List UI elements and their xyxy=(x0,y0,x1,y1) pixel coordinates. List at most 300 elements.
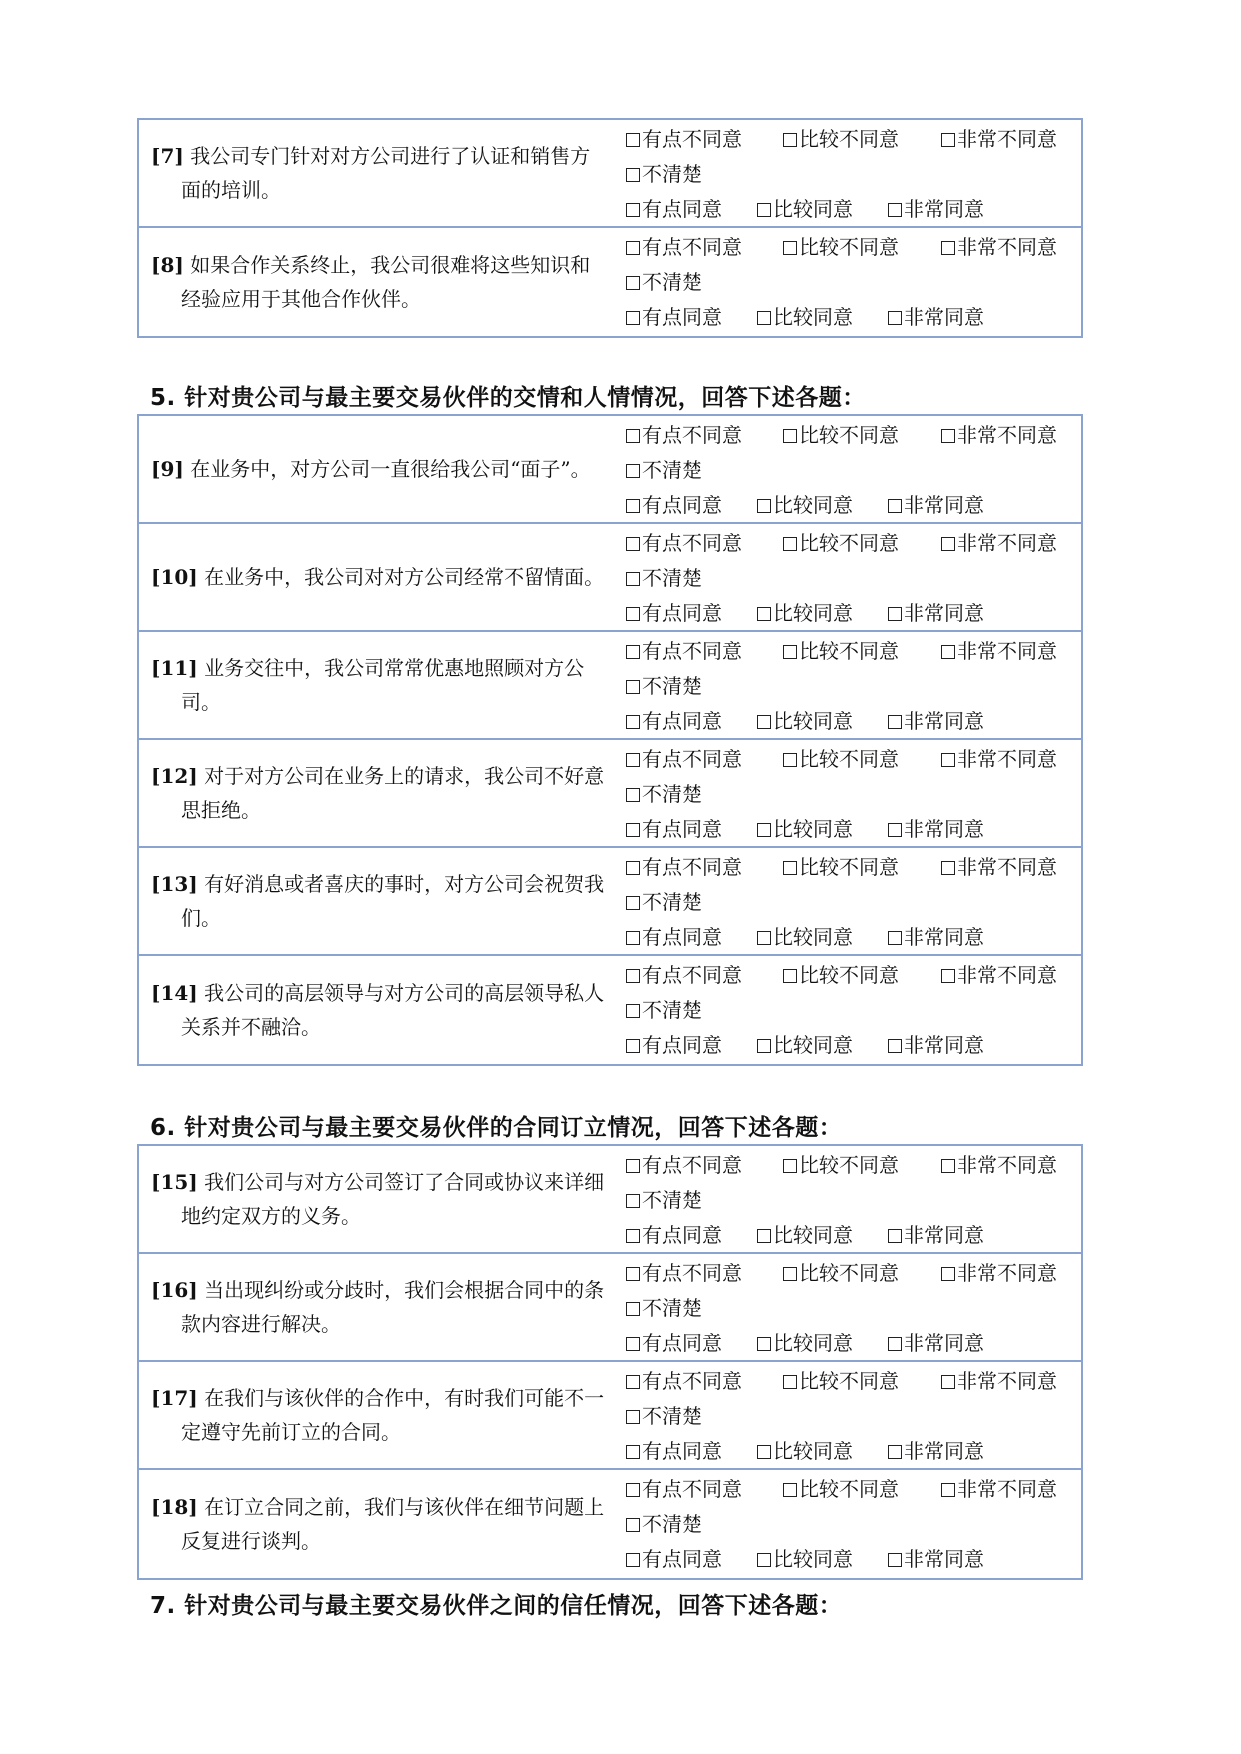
checkbox-icon[interactable] xyxy=(626,203,640,217)
checkbox-icon[interactable] xyxy=(626,572,640,586)
question-text-cell xyxy=(151,1146,606,1252)
option-disagree-somewhat[interactable] xyxy=(626,122,742,156)
option-label: 有点不同意 xyxy=(642,855,742,879)
question-row xyxy=(139,120,1081,228)
option-disagree-somewhat[interactable] xyxy=(626,1256,742,1290)
question-number: [13] xyxy=(151,872,198,896)
checkbox-icon[interactable] xyxy=(757,715,771,729)
question-text-cell xyxy=(151,740,606,846)
option-label: 非常同意 xyxy=(904,817,984,841)
option-disagree-fairly[interactable] xyxy=(783,850,899,884)
option-label: 有点同意 xyxy=(642,493,722,517)
option-unclear[interactable] xyxy=(626,777,702,811)
option-disagree-somewhat[interactable] xyxy=(626,958,742,992)
checkbox-icon[interactable] xyxy=(757,931,771,945)
question-text xyxy=(151,1381,606,1449)
option-label: 有点不同意 xyxy=(642,1153,742,1177)
option-disagree-fairly[interactable] xyxy=(783,122,899,156)
question-text xyxy=(151,139,606,207)
checkbox-icon[interactable] xyxy=(783,645,797,659)
option-unclear[interactable] xyxy=(626,1507,702,1541)
option-disagree-strongly[interactable] xyxy=(941,850,1057,884)
option-disagree-strongly[interactable] xyxy=(941,742,1057,776)
option-label: 不清楚 xyxy=(642,782,702,806)
option-unclear[interactable] xyxy=(626,669,702,703)
question-body: 在业务中，对方公司一直很给我公司“面子”。 xyxy=(190,457,591,481)
option-agree-somewhat[interactable] xyxy=(626,596,722,630)
checkbox-icon[interactable] xyxy=(626,241,640,255)
option-agree-fairly[interactable] xyxy=(757,1218,853,1252)
question-number: [18] xyxy=(151,1495,198,1519)
option-label: 不清楚 xyxy=(642,674,702,698)
checkbox-icon[interactable] xyxy=(941,645,955,659)
answer-options xyxy=(626,120,1086,226)
checkbox-icon[interactable] xyxy=(626,607,640,621)
question-row xyxy=(139,1470,1081,1578)
option-disagree-somewhat[interactable] xyxy=(626,418,742,452)
option-disagree-strongly[interactable] xyxy=(941,1256,1057,1290)
checkbox-icon[interactable] xyxy=(941,241,955,255)
option-disagree-somewhat[interactable] xyxy=(626,526,742,560)
option-label: 非常同意 xyxy=(904,305,984,329)
option-disagree-somewhat[interactable] xyxy=(626,230,742,264)
option-agree-somewhat[interactable] xyxy=(626,300,722,334)
checkbox-icon[interactable] xyxy=(626,1445,640,1459)
option-disagree-somewhat[interactable] xyxy=(626,1148,742,1182)
question-text xyxy=(151,651,606,719)
option-label: 有点同意 xyxy=(642,925,722,949)
answer-options xyxy=(626,416,1086,522)
checkbox-icon[interactable] xyxy=(783,537,797,551)
section6-table xyxy=(137,1144,1083,1580)
option-label: 比较同意 xyxy=(773,305,853,329)
question-body: 有好消息或者喜庆的事时，对方公司会祝贺我们。 xyxy=(181,872,605,930)
option-agree-strongly[interactable] xyxy=(888,192,984,226)
question-row xyxy=(139,524,1081,632)
option-disagree-somewhat[interactable] xyxy=(626,1472,742,1506)
option-agree-fairly[interactable] xyxy=(757,488,853,522)
option-label: 有点不同意 xyxy=(642,1369,742,1393)
checkbox-icon[interactable] xyxy=(626,311,640,325)
checkbox-icon[interactable] xyxy=(757,311,771,325)
section5-title: 5. 针对贵公司与最主要交易伙伴的交情和人情情况，回答下述各题： xyxy=(150,385,866,411)
question-text xyxy=(151,452,591,486)
option-unclear[interactable] xyxy=(626,561,702,595)
option-disagree-fairly[interactable] xyxy=(783,230,899,264)
option-disagree-strongly[interactable] xyxy=(941,230,1057,264)
checkbox-icon[interactable] xyxy=(941,1483,955,1497)
checkbox-icon[interactable] xyxy=(626,464,640,478)
section4-table xyxy=(137,118,1083,338)
section5-table xyxy=(137,414,1083,1066)
checkbox-icon[interactable] xyxy=(626,896,640,910)
checkbox-icon[interactable] xyxy=(888,311,902,325)
option-disagree-strongly[interactable] xyxy=(941,1364,1057,1398)
checkbox-icon[interactable] xyxy=(783,861,797,875)
checkbox-icon[interactable] xyxy=(626,969,640,983)
option-agree-strongly[interactable] xyxy=(888,1542,984,1576)
checkbox-icon[interactable] xyxy=(941,1375,955,1389)
option-label: 非常不同意 xyxy=(957,1261,1057,1285)
option-label: 有点不同意 xyxy=(642,639,742,663)
option-label: 比较同意 xyxy=(773,493,853,517)
option-unclear[interactable] xyxy=(626,993,702,1027)
checkbox-icon[interactable] xyxy=(757,1337,771,1351)
option-agree-strongly[interactable] xyxy=(888,1326,984,1360)
checkbox-icon[interactable] xyxy=(941,969,955,983)
checkbox-icon[interactable] xyxy=(626,1410,640,1424)
checkbox-icon[interactable] xyxy=(757,1229,771,1243)
option-label: 有点同意 xyxy=(642,1033,722,1057)
question-row xyxy=(139,1146,1081,1254)
option-label: 非常同意 xyxy=(904,1331,984,1355)
checkbox-icon[interactable] xyxy=(941,537,955,551)
checkbox-icon[interactable] xyxy=(941,133,955,147)
option-agree-strongly[interactable] xyxy=(888,596,984,630)
option-label: 非常同意 xyxy=(904,925,984,949)
answer-options xyxy=(626,848,1086,954)
answer-options xyxy=(626,632,1086,738)
checkbox-icon[interactable] xyxy=(757,1553,771,1567)
checkbox-icon[interactable] xyxy=(626,1229,640,1243)
checkbox-icon[interactable] xyxy=(757,1039,771,1053)
option-label: 比较同意 xyxy=(773,197,853,221)
question-text-cell xyxy=(151,1254,606,1360)
option-agree-somewhat[interactable] xyxy=(626,1434,722,1468)
option-agree-fairly[interactable] xyxy=(757,1434,853,1468)
question-number: [14] xyxy=(151,981,198,1005)
question-row xyxy=(139,740,1081,848)
checkbox-icon[interactable] xyxy=(626,861,640,875)
option-disagree-fairly[interactable] xyxy=(783,958,899,992)
checkbox-icon[interactable] xyxy=(626,1375,640,1389)
checkbox-icon[interactable] xyxy=(783,753,797,767)
option-agree-strongly[interactable] xyxy=(888,488,984,522)
checkbox-icon[interactable] xyxy=(626,168,640,182)
option-disagree-fairly[interactable] xyxy=(783,1256,899,1290)
option-agree-fairly[interactable] xyxy=(757,300,853,334)
option-agree-fairly[interactable] xyxy=(757,920,853,954)
checkbox-icon[interactable] xyxy=(626,429,640,443)
checkbox-icon[interactable] xyxy=(626,1483,640,1497)
checkbox-icon[interactable] xyxy=(626,823,640,837)
option-agree-strongly[interactable] xyxy=(888,704,984,738)
option-label: 非常不同意 xyxy=(957,639,1057,663)
checkbox-icon[interactable] xyxy=(757,607,771,621)
option-agree-somewhat[interactable] xyxy=(626,920,722,954)
question-text-cell xyxy=(151,1362,606,1468)
question-number: [17] xyxy=(151,1386,198,1410)
option-disagree-somewhat[interactable] xyxy=(626,634,742,668)
option-label: 比较同意 xyxy=(773,709,853,733)
option-label: 比较同意 xyxy=(773,817,853,841)
option-agree-fairly[interactable] xyxy=(757,1028,853,1062)
answer-options xyxy=(626,1254,1086,1360)
checkbox-icon[interactable] xyxy=(888,607,902,621)
option-label: 不清楚 xyxy=(642,890,702,914)
checkbox-icon[interactable] xyxy=(941,1159,955,1173)
option-agree-strongly[interactable] xyxy=(888,1434,984,1468)
option-label: 非常不同意 xyxy=(957,747,1057,771)
option-label: 比较同意 xyxy=(773,1033,853,1057)
option-label: 非常同意 xyxy=(904,601,984,625)
checkbox-icon[interactable] xyxy=(626,931,640,945)
option-unclear[interactable] xyxy=(626,1183,702,1217)
option-label: 比较同意 xyxy=(773,1223,853,1247)
option-disagree-fairly[interactable] xyxy=(783,1472,899,1506)
checkbox-icon[interactable] xyxy=(888,499,902,513)
option-label: 比较不同意 xyxy=(799,963,899,987)
option-label: 非常不同意 xyxy=(957,423,1057,447)
option-label: 有点同意 xyxy=(642,817,722,841)
option-disagree-somewhat[interactable] xyxy=(626,1364,742,1398)
option-agree-somewhat[interactable] xyxy=(626,812,722,846)
question-body: 在我们与该伙伴的合作中，有时我们可能不一定遵守先前订立的合同。 xyxy=(181,1386,605,1444)
checkbox-icon[interactable] xyxy=(757,499,771,513)
option-disagree-strongly[interactable] xyxy=(941,1148,1057,1182)
option-unclear[interactable] xyxy=(626,1399,702,1433)
option-disagree-strongly[interactable] xyxy=(941,526,1057,560)
option-label: 比较不同意 xyxy=(799,1477,899,1501)
option-agree-somewhat[interactable] xyxy=(626,1542,722,1576)
option-label: 比较同意 xyxy=(773,1331,853,1355)
option-disagree-strongly[interactable] xyxy=(941,958,1057,992)
checkbox-icon[interactable] xyxy=(783,1375,797,1389)
question-number: [12] xyxy=(151,764,198,788)
question-row xyxy=(139,228,1081,336)
option-label: 比较不同意 xyxy=(799,855,899,879)
option-label: 比较不同意 xyxy=(799,1261,899,1285)
option-label: 有点同意 xyxy=(642,601,722,625)
question-number: [11] xyxy=(151,656,198,680)
checkbox-icon[interactable] xyxy=(783,241,797,255)
question-text-cell xyxy=(151,848,606,954)
question-text-cell xyxy=(151,120,606,226)
option-disagree-fairly[interactable] xyxy=(783,634,899,668)
option-label: 有点不同意 xyxy=(642,747,742,771)
option-unclear[interactable] xyxy=(626,1291,702,1325)
answer-options xyxy=(626,1470,1086,1578)
option-label: 不清楚 xyxy=(642,566,702,590)
option-label: 不清楚 xyxy=(642,270,702,294)
question-text xyxy=(151,1165,606,1233)
question-number: [10] xyxy=(151,565,198,589)
option-agree-strongly[interactable] xyxy=(888,1028,984,1062)
question-text-cell xyxy=(151,228,606,336)
option-agree-somewhat[interactable] xyxy=(626,704,722,738)
option-label: 比较不同意 xyxy=(799,747,899,771)
question-number: [7] xyxy=(151,144,184,168)
answer-options xyxy=(626,1362,1086,1468)
option-label: 有点同意 xyxy=(642,1439,722,1463)
section6-title: 6. 针对贵公司与最主要交易伙伴的合同订立情况，回答下述各题： xyxy=(150,1115,843,1141)
question-text xyxy=(151,759,606,827)
question-row xyxy=(139,416,1081,524)
option-label: 非常不同意 xyxy=(957,963,1057,987)
option-label: 非常同意 xyxy=(904,493,984,517)
checkbox-icon[interactable] xyxy=(626,1194,640,1208)
option-agree-strongly[interactable] xyxy=(888,300,984,334)
option-agree-somewhat[interactable] xyxy=(626,1218,722,1252)
checkbox-icon[interactable] xyxy=(626,499,640,513)
checkbox-icon[interactable] xyxy=(888,1039,902,1053)
question-body: 我公司的高层领导与对方公司的高层领导私人关系并不融洽。 xyxy=(181,981,605,1039)
option-agree-somewhat[interactable] xyxy=(626,488,722,522)
question-number: [16] xyxy=(151,1278,198,1302)
option-disagree-fairly[interactable] xyxy=(783,742,899,776)
question-number: [9] xyxy=(151,457,184,481)
question-text-cell xyxy=(151,524,606,630)
option-agree-fairly[interactable] xyxy=(757,192,853,226)
checkbox-icon[interactable] xyxy=(888,715,902,729)
option-label: 非常不同意 xyxy=(957,127,1057,151)
checkbox-icon[interactable] xyxy=(888,1553,902,1567)
question-row xyxy=(139,632,1081,740)
option-label: 非常不同意 xyxy=(957,1477,1057,1501)
option-label: 比较同意 xyxy=(773,925,853,949)
option-disagree-strongly[interactable] xyxy=(941,1472,1057,1506)
checkbox-icon[interactable] xyxy=(626,1004,640,1018)
checkbox-icon[interactable] xyxy=(626,1302,640,1316)
checkbox-icon[interactable] xyxy=(626,788,640,802)
question-body: 如果合作关系终止，我公司很难将这些知识和经验应用于其他合作伙伴。 xyxy=(181,253,591,311)
option-agree-strongly[interactable] xyxy=(888,812,984,846)
option-agree-fairly[interactable] xyxy=(757,704,853,738)
question-body: 对于对方公司在业务上的请求，我公司不好意思拒绝。 xyxy=(181,764,605,822)
option-agree-strongly[interactable] xyxy=(888,1218,984,1252)
checkbox-icon[interactable] xyxy=(783,1159,797,1173)
option-label: 有点不同意 xyxy=(642,235,742,259)
option-label: 不清楚 xyxy=(642,998,702,1022)
checkbox-icon[interactable] xyxy=(783,969,797,983)
checkbox-icon[interactable] xyxy=(941,429,955,443)
question-row xyxy=(139,956,1081,1064)
checkbox-icon[interactable] xyxy=(626,680,640,694)
option-disagree-somewhat[interactable] xyxy=(626,742,742,776)
checkbox-icon[interactable] xyxy=(783,1483,797,1497)
checkbox-icon[interactable] xyxy=(888,203,902,217)
answer-options xyxy=(626,740,1086,846)
option-label: 有点不同意 xyxy=(642,531,742,555)
option-disagree-fairly[interactable] xyxy=(783,418,899,452)
question-number: [15] xyxy=(151,1170,198,1194)
question-text xyxy=(151,976,606,1044)
checkbox-icon[interactable] xyxy=(888,1229,902,1243)
question-body: 当出现纠纷或分歧时，我们会根据合同中的条款内容进行解决。 xyxy=(181,1278,605,1336)
option-label: 比较不同意 xyxy=(799,235,899,259)
checkbox-icon[interactable] xyxy=(941,861,955,875)
option-label: 比较同意 xyxy=(773,601,853,625)
checkbox-icon[interactable] xyxy=(626,753,640,767)
question-text xyxy=(151,1273,606,1341)
option-unclear[interactable] xyxy=(626,265,702,299)
checkbox-icon[interactable] xyxy=(626,1553,640,1567)
option-unclear[interactable] xyxy=(626,453,702,487)
option-label: 非常同意 xyxy=(904,197,984,221)
checkbox-icon[interactable] xyxy=(626,715,640,729)
option-label: 非常不同意 xyxy=(957,1369,1057,1393)
question-row xyxy=(139,848,1081,956)
option-label: 有点同意 xyxy=(642,1223,722,1247)
option-label: 不清楚 xyxy=(642,1188,702,1212)
checkbox-icon[interactable] xyxy=(783,1267,797,1281)
question-body: 在订立合同之前，我们与该伙伴在细节问题上反复进行谈判。 xyxy=(181,1495,605,1553)
option-label: 非常不同意 xyxy=(957,531,1057,555)
option-agree-somewhat[interactable] xyxy=(626,1028,722,1062)
option-disagree-fairly[interactable] xyxy=(783,1148,899,1182)
option-disagree-fairly[interactable] xyxy=(783,526,899,560)
checkbox-icon[interactable] xyxy=(888,823,902,837)
checkbox-icon[interactable] xyxy=(626,276,640,290)
option-label: 不清楚 xyxy=(642,1404,702,1428)
option-unclear[interactable] xyxy=(626,885,702,919)
question-text xyxy=(151,1490,606,1558)
checkbox-icon[interactable] xyxy=(783,133,797,147)
option-label: 比较不同意 xyxy=(799,1153,899,1177)
question-row xyxy=(139,1254,1081,1362)
option-label: 比较同意 xyxy=(773,1439,853,1463)
option-label: 非常同意 xyxy=(904,1439,984,1463)
option-disagree-strongly[interactable] xyxy=(941,634,1057,668)
answer-options xyxy=(626,956,1086,1064)
option-agree-fairly[interactable] xyxy=(757,1326,853,1360)
question-number: [8] xyxy=(151,253,184,277)
option-label: 有点不同意 xyxy=(642,1261,742,1285)
option-label: 非常同意 xyxy=(904,1547,984,1571)
checkbox-icon[interactable] xyxy=(626,1039,640,1053)
option-disagree-fairly[interactable] xyxy=(783,1364,899,1398)
checkbox-icon[interactable] xyxy=(757,1445,771,1459)
option-label: 比较同意 xyxy=(773,1547,853,1571)
checkbox-icon[interactable] xyxy=(626,1267,640,1281)
option-disagree-somewhat[interactable] xyxy=(626,850,742,884)
option-agree-somewhat[interactable] xyxy=(626,192,722,226)
question-row xyxy=(139,1362,1081,1470)
question-text xyxy=(151,560,604,594)
checkbox-icon[interactable] xyxy=(626,1159,640,1173)
checkbox-icon[interactable] xyxy=(941,1267,955,1281)
checkbox-icon[interactable] xyxy=(626,1337,640,1351)
option-label: 非常不同意 xyxy=(957,235,1057,259)
option-label: 比较不同意 xyxy=(799,639,899,663)
option-unclear[interactable] xyxy=(626,157,702,191)
checkbox-icon[interactable] xyxy=(888,1445,902,1459)
checkbox-icon[interactable] xyxy=(626,1518,640,1532)
option-disagree-strongly[interactable] xyxy=(941,122,1057,156)
checkbox-icon[interactable] xyxy=(888,1337,902,1351)
option-agree-fairly[interactable] xyxy=(757,1542,853,1576)
option-label: 有点不同意 xyxy=(642,423,742,447)
option-disagree-strongly[interactable] xyxy=(941,418,1057,452)
option-label: 有点不同意 xyxy=(642,127,742,151)
option-agree-strongly[interactable] xyxy=(888,920,984,954)
checkbox-icon[interactable] xyxy=(626,133,640,147)
checkbox-icon[interactable] xyxy=(626,645,640,659)
option-agree-fairly[interactable] xyxy=(757,596,853,630)
checkbox-icon[interactable] xyxy=(626,537,640,551)
question-body: 业务交往中，我公司常常优惠地照顾对方公司。 xyxy=(181,656,585,714)
option-label: 有点同意 xyxy=(642,197,722,221)
checkbox-icon[interactable] xyxy=(783,429,797,443)
answer-options xyxy=(626,228,1086,336)
option-agree-fairly[interactable] xyxy=(757,812,853,846)
checkbox-icon[interactable] xyxy=(941,753,955,767)
question-text-cell xyxy=(151,956,606,1064)
checkbox-icon[interactable] xyxy=(888,931,902,945)
checkbox-icon[interactable] xyxy=(757,823,771,837)
checkbox-icon[interactable] xyxy=(757,203,771,217)
option-agree-somewhat[interactable] xyxy=(626,1326,722,1360)
